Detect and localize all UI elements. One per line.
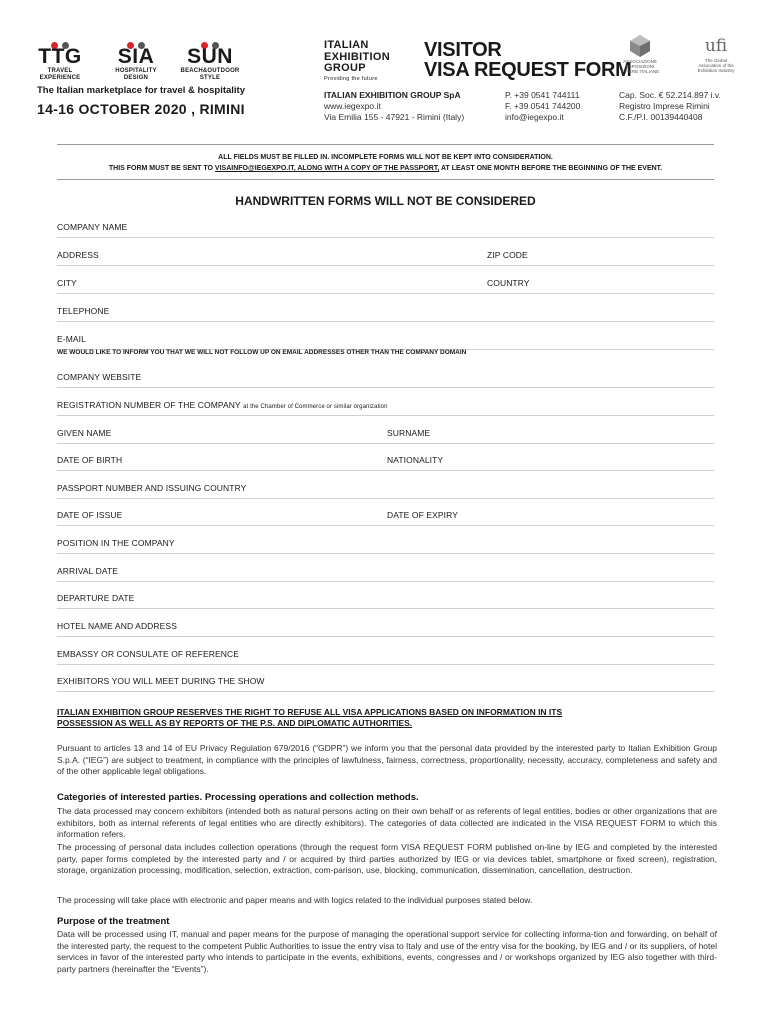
brand-name: SUN	[187, 45, 233, 68]
ieg-logo-line: ITALIAN	[324, 39, 369, 51]
field-label	[57, 399, 388, 413]
refusal-line: POSSESSION AS WELL AS BY REPORTS OF THE P.S. AND DIPLOMATIC AUTHORITIES.	[57, 718, 413, 728]
contact-phone: P. +39 0541 744111	[505, 90, 580, 100]
brand-sub: DESIGN	[123, 75, 149, 81]
field-label: COMPANY WEBSITE	[57, 372, 142, 382]
ufi-logo	[694, 34, 738, 73]
field-label: COUNTRY	[487, 278, 530, 288]
privacy-paragraph: Data will be processed using IT, manual and paper means for the purpose of managing the operational support service for collecting informa-tion and forwarding, on behalf of the interested party, the request to the competent Public Authorities to issue the entry visa to Italy and use of the entry visa for the booking, by IEG and / or its suppliers, of hotel services in favor of the interested party who intends to participate in the events, exhibitions, events, congresses and / or workshops organized by IEG also together with third-party partners (hereinafter the “Events”).	[57, 929, 717, 974]
cert-line: ESPOSIZIONI	[625, 64, 655, 69]
departure-date-field[interactable]	[57, 584, 714, 609]
cert-line: The Global	[704, 58, 727, 63]
ttg-logo	[35, 36, 85, 82]
field-label: ZIP CODE	[487, 250, 528, 260]
cert-line: ASSOCIAZIONE	[623, 59, 657, 64]
company-contacts	[505, 90, 580, 123]
country-field[interactable]	[487, 269, 714, 294]
brand-sub: TRAVEL	[47, 68, 73, 74]
section-heading: Categories of interested parties. Processing operations and collection methods.	[57, 792, 419, 803]
ufi-mark: ufi	[704, 36, 728, 56]
field-label: NATIONALITY	[387, 455, 444, 465]
divider	[57, 144, 714, 145]
arrival-date-field[interactable]	[57, 557, 714, 582]
field-label: TELEPHONE	[57, 306, 110, 316]
field-label: COMPANY NAME	[57, 222, 128, 232]
exhibitors-field[interactable]	[57, 667, 714, 692]
privacy-paragraph: The processing will take place with electronic and paper means and with logics related to the individual purposes stated below.	[57, 895, 533, 905]
privacy-paragraph: The data processed may concern exhibitors (intended both as natural persons acting on their own behalf or as referents of legal entities, bodies or other organizations that are exhibitors, both as internal referents of legal entities who are directly exhibitors). The categories of data collected are indicated in the VISA REQUEST FORM to which this information refers.	[57, 806, 717, 839]
field-label: ARRIVAL DATE	[57, 566, 119, 576]
city-field[interactable]	[57, 269, 487, 294]
field-label: ADDRESS	[57, 250, 99, 260]
form-title-line: VISA REQUEST FORM	[424, 59, 632, 81]
brand-sub: STYLE	[199, 75, 221, 81]
aefi-logo	[620, 34, 660, 74]
position-field[interactable]	[57, 529, 714, 554]
company-name-field[interactable]	[57, 213, 714, 238]
embassy-field[interactable]	[57, 640, 714, 665]
ieg-logo-line: EXHIBITION	[324, 50, 390, 63]
field-label: PASSPORT NUMBER AND ISSUING COUNTRY	[57, 483, 247, 493]
notice-line-2	[57, 163, 714, 174]
company-info	[324, 90, 464, 123]
field-label: E-MAIL	[57, 334, 86, 344]
field-label: EMBASSY OR CONSULATE OF REFERENCE	[57, 649, 239, 659]
company-website-field[interactable]	[57, 363, 714, 388]
brand-sub: HOSPITALITY	[115, 68, 157, 74]
field-label: DATE OF ISSUE	[57, 510, 123, 520]
tagline: The Italian marketplace for travel & hospitality	[37, 85, 246, 96]
handwritten-warning: HANDWRITTEN FORMS WILL NOT BE CONSIDERED	[235, 194, 536, 208]
sia-logo	[108, 36, 164, 82]
date-of-expiry-field[interactable]	[387, 501, 714, 526]
company-address: Via Emilia 155 - 47921 - Rimini (Italy)	[324, 112, 465, 122]
cert-line: Exhibition Industry	[697, 68, 735, 73]
visa-email-link[interactable]: VISAINFO@IEGEXPO.IT, ALONG WITH A COPY OF THE PASSPORT,	[214, 165, 440, 172]
refusal-line: ITALIAN EXHIBITION GROUP RESERVES THE RIGHT TO REFUSE ALL VISA APPLICATIONS BASED ON INFORMATION IN ITS	[57, 707, 563, 717]
company-legal	[619, 90, 721, 123]
section-heading: Purpose of the treatment	[57, 916, 170, 927]
legal-line: Cap. Soc. € 52.214.897 i.v.	[619, 90, 721, 100]
passport-number-field[interactable]	[57, 474, 714, 499]
notice-text: AT LEAST ONE MONTH BEFORE THE BEGINNING OF THE EVENT.	[439, 165, 663, 172]
field-label: DATE OF EXPIRY	[387, 510, 458, 520]
legal-line: Registro Imprese Rimini	[619, 101, 710, 111]
field-label: SURNAME	[387, 428, 431, 438]
nationality-field[interactable]	[387, 446, 714, 471]
given-name-field[interactable]	[57, 419, 387, 444]
divider	[57, 179, 714, 180]
field-label: HOTEL NAME AND ADDRESS	[57, 621, 177, 631]
ieg-logo-tag: Providing the future	[324, 75, 378, 82]
field-label: POSITION IN THE COMPANY	[57, 538, 175, 548]
brand-sub: EXPERIENCE	[39, 75, 81, 81]
privacy-intro: Pursuant to articles 13 and 14 of EU Privacy Regulation 679/2016 (“GDPR”) we inform you that the personal data provided by the interested party to Italian Exhibition Group S.p.A. (“IEG”) are subject to treatment, in compliance with the principles of lawfulness, fairness, correctness, proportionality, necessity, accuracy, completeness and safety and of the other applicable legal obligations.	[57, 743, 717, 776]
field-label-text: REGISTRATION NUMBER OF THE COMPANY	[57, 400, 241, 410]
legal-line: C.F./P.I. 00139440408	[619, 112, 703, 122]
telephone-field[interactable]	[57, 297, 714, 322]
zip-code-field[interactable]	[487, 241, 714, 266]
field-label-note: at the Chamber of Commerce or similar organization	[243, 404, 388, 410]
company-web: www.iegexpo.it	[324, 101, 381, 111]
contact-fax: F. +39 0541 744200	[505, 101, 581, 111]
cert-line: Association of the	[698, 63, 734, 68]
brand-name: SIA	[117, 45, 155, 68]
notice-text: THIS FORM MUST BE SENT TO	[108, 165, 215, 172]
field-label: EXHIBITORS YOU WILL MEET DURING THE SHOW	[57, 676, 265, 686]
form-title	[424, 40, 632, 80]
address-field[interactable]	[57, 241, 487, 266]
registration-number-field[interactable]	[57, 391, 714, 416]
date-of-birth-field[interactable]	[57, 446, 387, 471]
hotel-field[interactable]	[57, 612, 714, 637]
notice-line-1: ALL FIELDS MUST BE FILLED IN. INCOMPLETE FORMS WILL NOT BE KEPT INTO CONSIDERATION.	[218, 154, 553, 161]
privacy-paragraph: The processing of personal data includes collection operations (through the request form VISA REQUEST FORM published on-line by IEG and completed by the interested party, paper forms completed by the interested party and / or acquired by third parties authorized by IEG or via devices tablet, smartphone or fixed screen), registration, storage, organization processing, modification, selection, extraction, com-parison, use, blocking, communication, dissemination, cancellation, destruction.	[57, 842, 717, 875]
ieg-logo-line: GROUP	[324, 62, 366, 74]
sun-logo	[178, 36, 242, 82]
aefi-mark-icon	[629, 34, 651, 58]
company-name: ITALIAN EXHIBITION GROUP SpA	[324, 90, 461, 100]
cert-line: E FIERE ITALIANE	[620, 69, 660, 74]
date-of-issue-field[interactable]	[57, 501, 387, 526]
brand-name: TTG	[38, 45, 82, 68]
form-title-line: VISITOR	[424, 39, 502, 61]
email-domain-note: WE WOULD LIKE TO INFORM YOU THAT WE WILL NOT FOLLOW UP ON EMAIL ADDRESSES OTHER THAN THE COMPANY DOMAIN	[57, 349, 467, 356]
field-label: GIVEN NAME	[57, 428, 112, 438]
ieg-logo	[324, 40, 390, 83]
email-field[interactable]	[57, 325, 714, 350]
field-label: DATE OF BIRTH	[57, 455, 123, 465]
refusal-notice	[57, 707, 717, 729]
field-label: DEPARTURE DATE	[57, 593, 135, 603]
surname-field[interactable]	[387, 419, 714, 444]
brand-sub: BEACH&OUTDOOR	[180, 68, 240, 74]
event-dates: 14-16 OCTOBER 2020 , RIMINI	[37, 101, 245, 117]
contact-email: info@iegexpo.it	[505, 112, 564, 122]
field-label: CITY	[57, 278, 77, 288]
